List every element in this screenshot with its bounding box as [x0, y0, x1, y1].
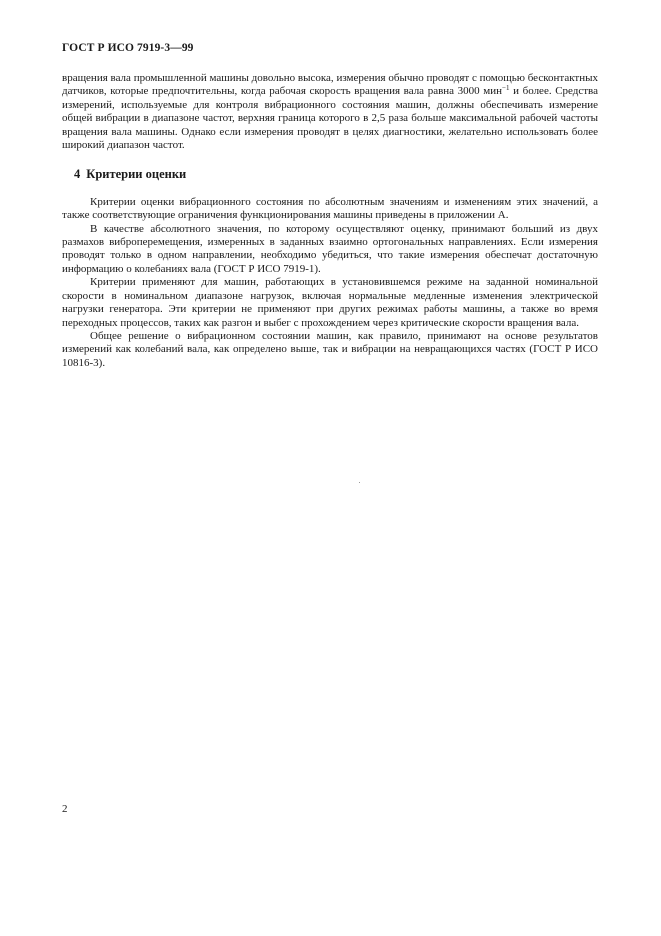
- intro-text-part2: и более. Средства измерений, используемые для контроля вибрационного состояния машин, должны обеспечивать измерение общей вибрации в диапазоне частот, верхняя граница которого в 2,5 раза больше максимальной рабочей частоты вращения вала машины. Однако если измерения проводят в целях диагностики, желательно использовать более широкий диапазон частот.: [62, 85, 598, 152]
- intro-text-part1: вращения вала промышленной машины довольно высока, измерения обычно проводят с помощью бесконтактных датчиков, которые предпочтительны, когда рабочая скорость вращения вала равна 3000 мин: [62, 72, 598, 98]
- section-paragraph-1: Критерии оценки вибрационного состояния по абсолютным значениям и изменениям этих значений, а также соответствующие ограничения функционирования машины приведены в приложении А.: [62, 195, 598, 222]
- document-header: ГОСТ Р ИСО 7919-3—99: [62, 42, 194, 54]
- intro-paragraph: [62, 72, 598, 152]
- page-number: 2: [62, 803, 68, 815]
- section-paragraph-3: Критерии применяют для машин, работающих в установившемся режиме на заданной номинальной скорости в номинальном диапазоне нагрузок, включая нормальные медленные изменения электрической нагрузки генератора. Эти критерии не применяют при других режимах работы машины, а также во время переходных процессов, таких как разгон и выбег с прохождением через критические скорости вращения вала.: [62, 276, 598, 329]
- section-paragraph-2: В качестве абсолютного значения, по которому осуществляют оценку, принимают больший из двух размахов виброперемещения, измеренных в заданных взаимно ортогональных направлениях. Если измерения проводят только в одном направлении, необходимо убедиться, что такие измерения обеспечат достаточную информацию о колебаниях вала (ГОСТ Р ИСО 7919-1).: [62, 222, 598, 275]
- section-number: 4: [74, 167, 81, 182]
- section-heading: [62, 168, 598, 181]
- section-paragraph-4: Общее решение о вибрационном состоянии машин, как правило, принимают на основе результатов измерений как колебаний вала, как определено выше, так и вибрации на невращающихся частях (ГОСТ Р ИСО 10816-3).: [62, 329, 598, 369]
- section-title: Критерии оценки: [86, 167, 187, 182]
- scan-speck: [359, 482, 360, 483]
- intro-superscript: −1: [502, 84, 510, 93]
- document-body: [62, 72, 598, 370]
